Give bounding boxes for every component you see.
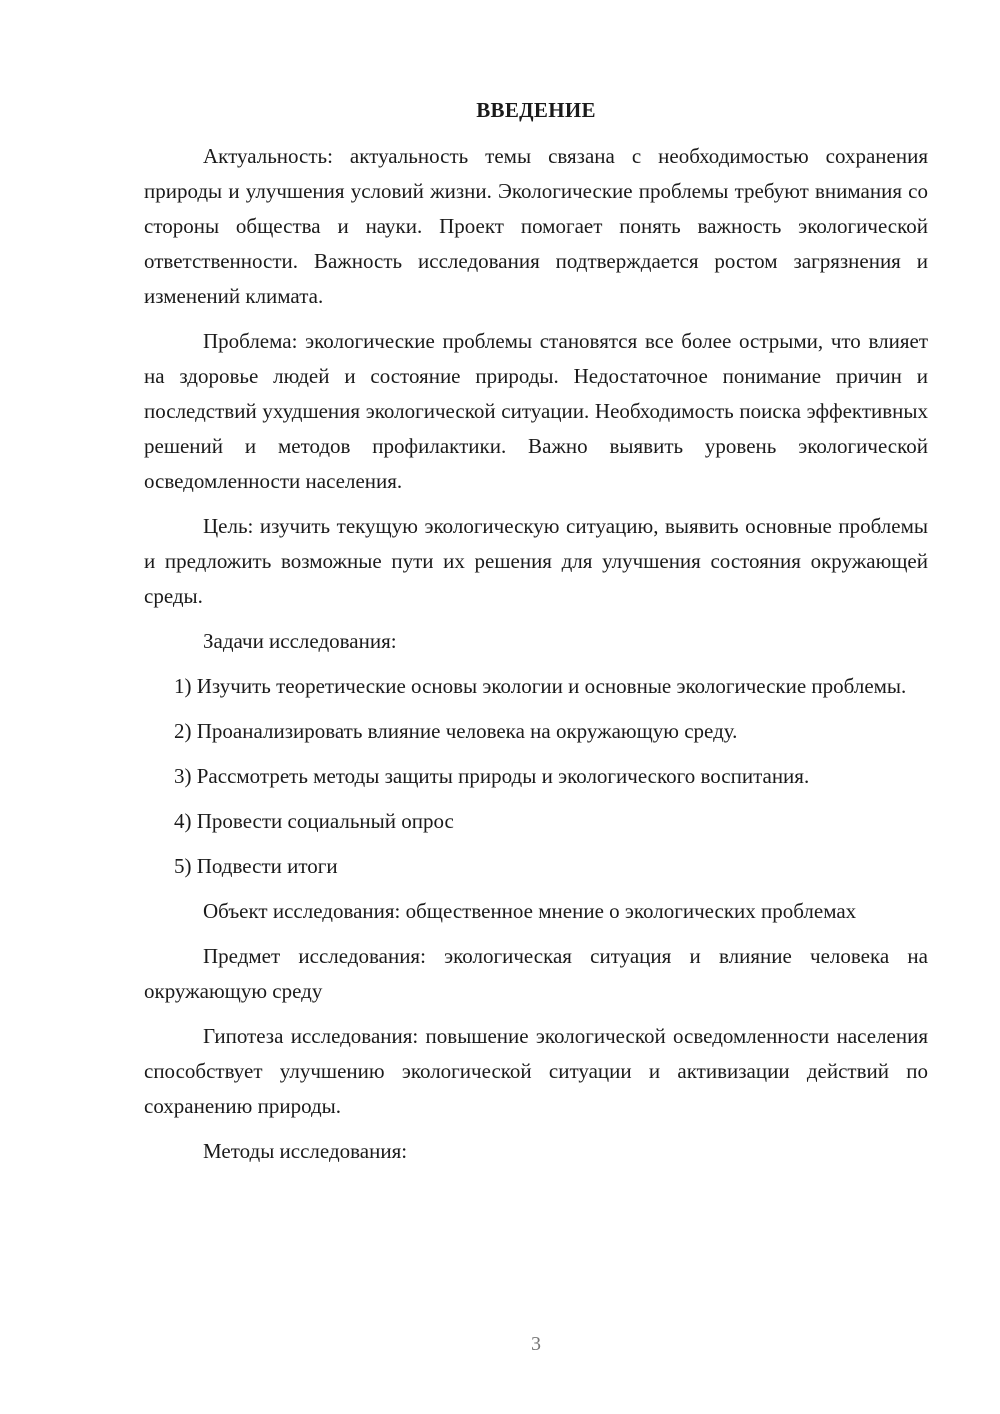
section-title: ВВЕДЕНИЕ: [476, 98, 596, 122]
object-paragraph: Объект исследования: общественное мнение о экологических проблемах: [203, 899, 857, 923]
tasks-heading: Задачи исследования:: [203, 629, 397, 653]
problem-paragraph: Проблема: экологические проблемы становятся все более острыми, что влияет на здоровье людей и состояние природы. Недостаточное понимание причин и последствий ухудшения экологической ситуации. Необходимость поиска эффективных решений и методов профилактики. Важно выявить уровень экологической осведомленности населения.: [144, 329, 928, 493]
task-item: 2) Проанализировать влияние человека на окружающую среду.: [174, 719, 738, 743]
document-page: [144, 96, 928, 1179]
subject-paragraph: Предмет исследования: экологическая ситуация и влияние человека на окружающую среду: [144, 944, 928, 1003]
task-item: 5) Подвести итоги: [174, 854, 338, 878]
relevance-paragraph: Актуальность: актуальность темы связана с необходимостью сохранения природы и улучшения условий жизни. Экологические проблемы требуют внимания со стороны общества и науки. Проект помогает понять важность экологической ответственности. Важность исследования подтверждается ростом загрязнения и изменений климата.: [144, 144, 928, 308]
task-item: 1) Изучить теоретические основы экологии и основные экологические проблемы.: [174, 674, 907, 698]
task-item: 3) Рассмотреть методы защиты природы и экологического воспитания.: [174, 764, 810, 788]
hypothesis-paragraph: Гипотеза исследования: повышение экологической осведомленности населения способствует улучшению экологической ситуации и активизации действий по сохранению природы.: [144, 1024, 928, 1118]
methods-heading: Методы исследования:: [203, 1139, 408, 1163]
task-item: 4) Провести социальный опрос: [174, 809, 454, 833]
page-number: 3: [531, 1333, 541, 1355]
goal-paragraph: Цель: изучить текущую экологическую ситуацию, выявить основные проблемы и предложить возможные пути их решения для улучшения состояния окружающей среды.: [144, 514, 928, 608]
